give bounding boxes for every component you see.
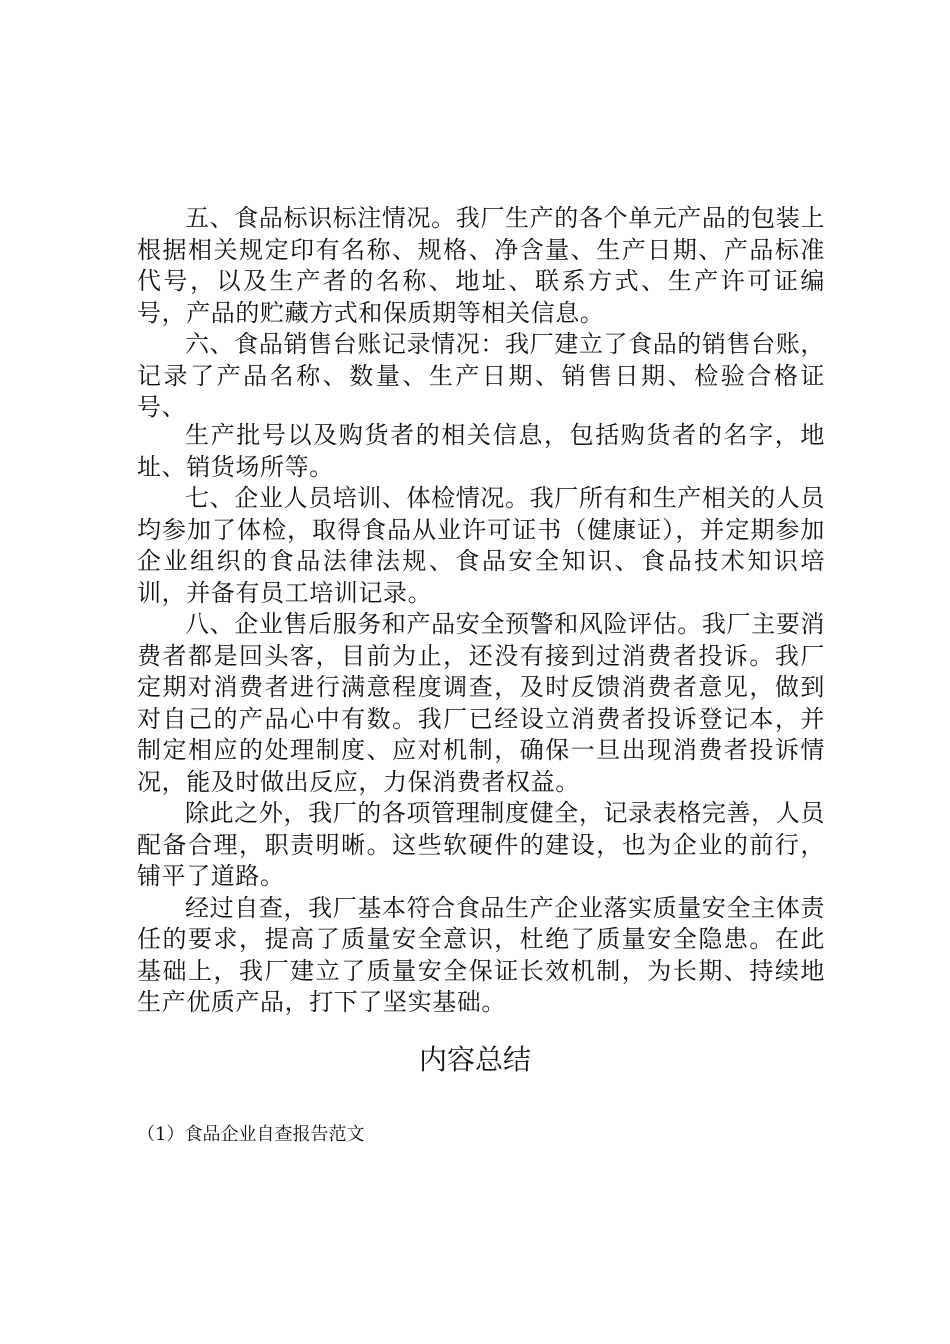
paragraph-after-sales: 八、企业售后服务和产品安全预警和风险评估。我厂主要消费者都是回头客，目前为止，还没有接到过消费者投诉。我厂定期对消费者进行满意程度调查，及时反馈消费者意见，做到对自己的产品心中有数。我厂已经设立消费者投诉登记本，并制定相应的处理制度、应对机制，确保一旦出现消费者投诉情况，能及时做出反应，力保消费者权益。 <box>137 610 825 796</box>
summary-heading: 内容总结 <box>418 1043 531 1076</box>
paragraph-management: 除此之外，我厂的各项管理制度健全，记录表格完善，人员配备合理，职责明晰。这些软硬件的建设，也为企业的前行，铺平了道路。 <box>137 799 825 890</box>
body-text-block-top <box>137 203 825 424</box>
paragraph-labeling: 五、食品标识标注情况。我厂生产的各个单元产品的包装上根据相关规定印有名称、规格、净含量、生产日期、产品标准代号，以及生产者的名称、地址、联系方式、生产许可证编号，产品的贮藏方式和保质期等相关信息。 <box>137 204 825 327</box>
paragraph-sales-ledger-continued: 生产批号以及购货者的相关信息，包括购货者的名字，地址、销货场所等。 <box>137 421 825 481</box>
paragraph-staff-training: 七、企业人员培训、体检情况。我厂所有和生产相关的人员均参加了体检，取得食品从业许可证书（健康证），并定期参加企业组织的食品法律法规、食品安全知识、食品技术知识培训，并备有员工培训记录。 <box>137 484 825 607</box>
paragraph-conclusion: 经过自查，我厂基本符合食品生产企业落实质量安全主体责任的要求，提高了质量安全意识，杜绝了质量安全隐患。在此基础上，我厂建立了质量安全保证长效机制，为长期、持续地生产优质产品，打下了坚实基础。 <box>137 893 825 1016</box>
body-text-block-bottom <box>137 420 825 1019</box>
summary-item: （1）食品企业自查报告范文 <box>137 1124 365 1145</box>
paragraph-sales-ledger: 六、食品销售台账记录情况：我厂建立了食品的销售台账，记录了产品名称、数量、生产日期、销售日期、检验合格证号、 <box>137 330 825 421</box>
